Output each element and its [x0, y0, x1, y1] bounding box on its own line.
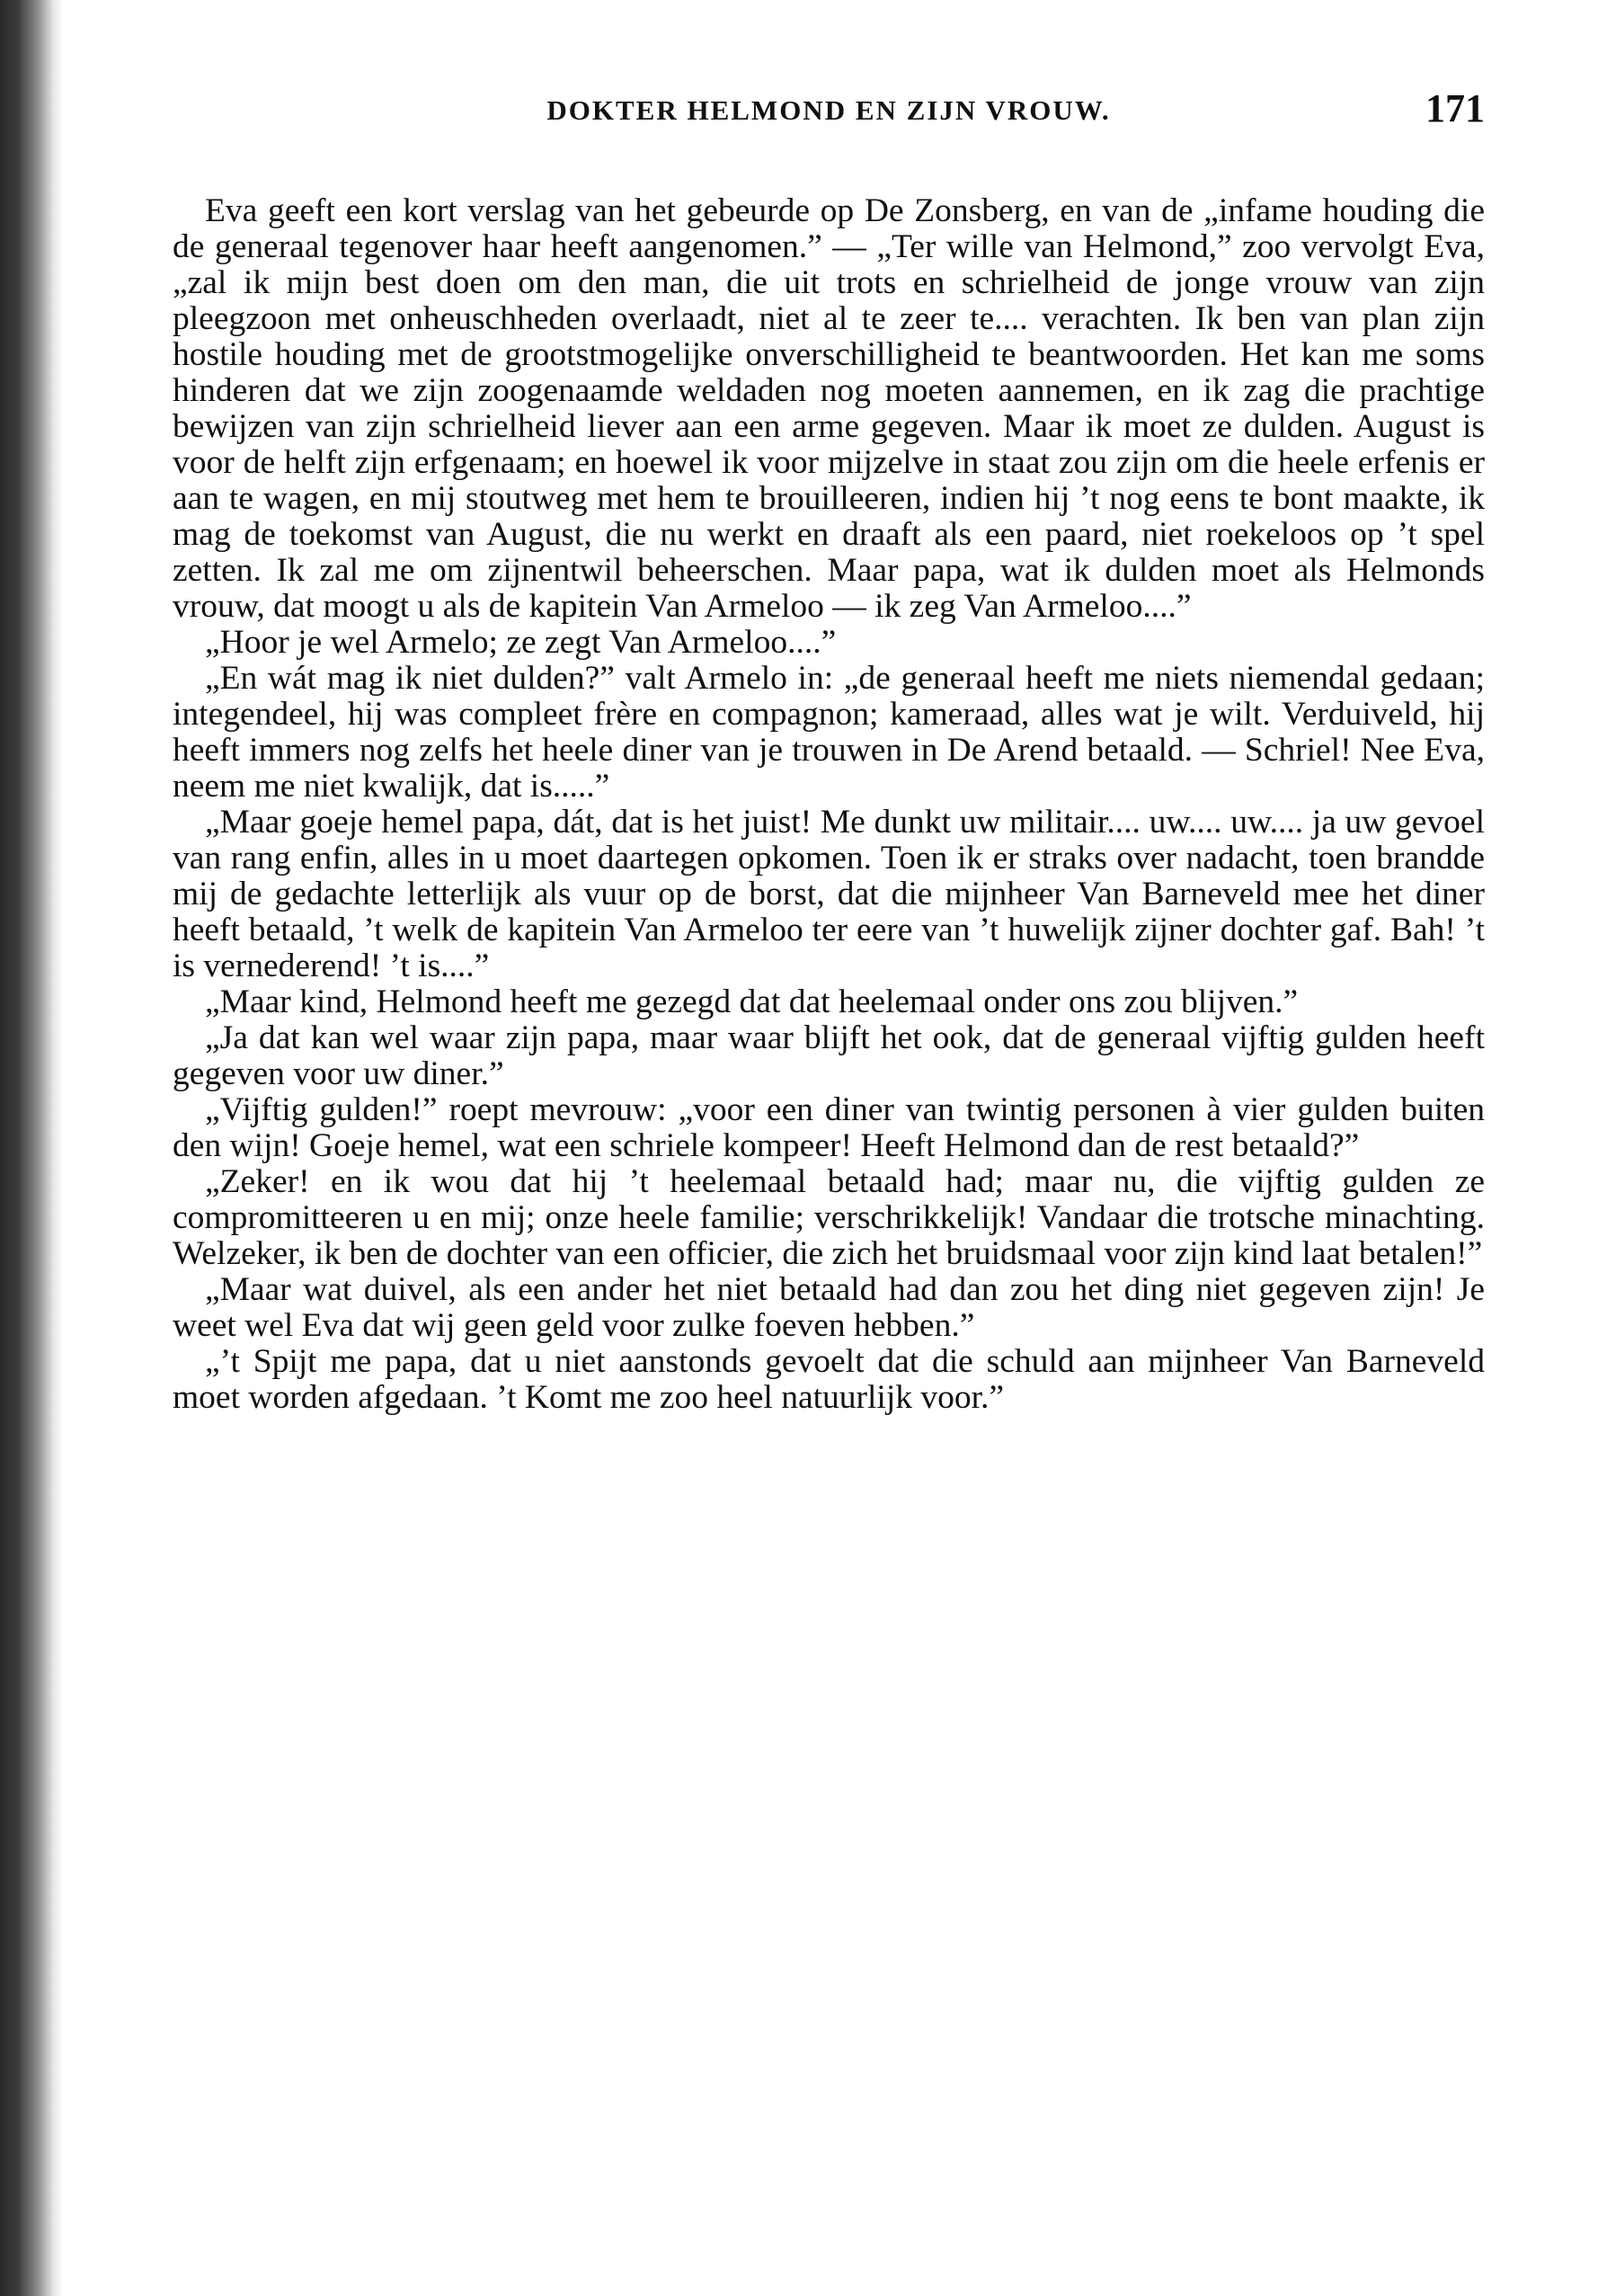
paragraph-8: „Zeker! en ik wou dat hij ’t heelemaal betaald had; maar nu, die vijftig gulden ze compromitteeren u en mij; onze heele familie; verschrikkelijk! Vandaar die trotsche minachting. Welzeker, ik ben de dochter van een officier, die zich het bruidsmaal voor zijn kind laat betalen!”	[173, 1163, 1485, 1272]
running-title: DOKTER HELMOND EN ZIJN VROUW.	[546, 94, 1111, 126]
paragraph-7: „Vijftig gulden!” roept mevrouw: „voor een diner van twintig personen à vier gulden buiten den wijn! Goeje hemel, wat een schriele kompeer! Heeft Helmond dan de rest betaald?”	[173, 1091, 1485, 1164]
page-number: 171	[1425, 86, 1485, 130]
paragraph-3: „En wát mag ik niet dulden?” valt Armelo in: „de generaal heeft me niets niemendal gedaan; integendeel, hij was compleet frère en compagnon; kameraad, alles wat je wilt. Verduiveld, hij heeft immers nog zelfs het heele diner van je trouwen in De Arend betaald. — Schriel! Nee Eva, neem me niet kwalijk, dat is.....”	[173, 660, 1485, 805]
body-text	[173, 193, 1485, 1416]
paragraph-1: Eva geeft een kort verslag van het gebeurde op De Zonsberg, en van de „infame houding die de generaal tegenover haar heeft aangenomen.” — „Ter wille van Helmond,” zoo vervolgt Eva, „zal ik mijn best doen om den man, die uit trots en schrielheid de jonge vrouw van zijn pleegzoon met onheuschheden overlaadt, niet al te zeer te.... verachten. Ik ben van plan zijn hostile houding met de grootstmogelijke onverschilligheid te beantwoorden. Het kan me soms hinderen dat we zijn zoogenaamde weldaden nog moeten aannemen, en ik zag die prachtige bewijzen van zijn schrielheid liever aan een arme gegeven. Maar ik moet ze dulden. August is voor de helft zijn erfgenaam; en hoewel ik voor mijzelve in staat zou zijn om die heele erfenis er aan te wagen, en mij stoutweg met hem te brouilleeren, indien hij ’t nog eens te bont maakte, ik mag de toekomst van August, die nu werkt en draaft als een paard, niet roekeloos op ’t spel zetten. Ik zal me om zijnentwil beheerschen. Maar papa, wat ik dulden moet als Helmonds vrouw, dat moogt u als de kapitein Van Armeloo — ik zeg Van Armeloo....”	[173, 192, 1485, 625]
book-page	[173, 85, 1485, 1416]
paragraph-10: „’t Spijt me papa, dat u niet aanstonds gevoelt dat die schuld aan mijnheer Van Barneveld moet worden afgedaan. ’t Komt me zoo heel natuurlijk voor.”	[173, 1343, 1485, 1416]
paragraph-4: „Maar goeje hemel papa, dát, dat is het juist! Me dunkt uw militair.... uw.... uw.... ja uw gevoel van rang enfin, alles in u moet daartegen opkomen. Toen ik er straks over nadacht, toen brandde mij de gedachte letterlijk als vuur op de borst, dat die mijnheer Van Barneveld mee het diner heeft betaald, ’t welk de kapitein Van Armeloo ter eere van ’t huwelijk zijner dochter gaf. Bah! ’t is vernederend! ’t is....”	[173, 804, 1485, 984]
running-head	[173, 85, 1485, 148]
paragraph-2: „Hoor je wel Armelo; ze zegt Van Armeloo....”	[205, 624, 837, 661]
paragraph-6: „Ja dat kan wel waar zijn papa, maar waar blijft het ook, dat de generaal vijftig gulden heeft gegeven voor uw diner.”	[173, 1019, 1485, 1092]
paragraph-5: „Maar kind, Helmond heeft me gezegd dat dat heelemaal onder ons zou blijven.”	[205, 983, 1299, 1020]
paragraph-9: „Maar wat duivel, als een ander het niet betaald had dan zou het ding niet gegeven zijn! Je weet wel Eva dat wij geen geld voor zulke foeven hebben.”	[173, 1271, 1485, 1344]
book-binding-edge	[0, 0, 63, 2296]
